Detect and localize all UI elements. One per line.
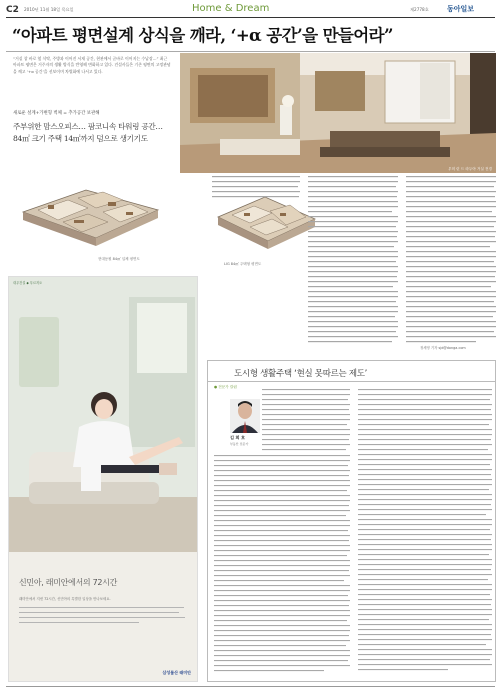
floor-plan-illustration [8,160,208,272]
section-title [192,3,269,14]
feature-title-2: 84㎡ 크기 주택 14㎡까지 덤으로 생기기도 [13,134,148,143]
column-rule [208,381,495,382]
byline: 정세영 기자 sjd@donga.com [420,346,466,350]
page-number: C2 [6,5,19,15]
ad-slogan: 신민아, 래미안에서의 72시간 [19,578,118,587]
column-text-lines [214,387,494,677]
issue-number: 제2778호 [410,7,429,12]
interior-photo [180,53,496,173]
headline-rule [6,51,495,52]
upper-text-lines [212,176,496,356]
plan-label-1: 현대동원 84㎡ 입체 평면도 [98,257,140,261]
advertisement [8,276,198,682]
ad-brand-corner: 대우건설 ◆ 푸르지오 [13,281,43,285]
subhead: 새로운 설계+가변형 벽체 = 추가공간 보관해 [13,111,100,116]
issue-date: 2010년 11월 18일 목요일 [24,7,74,12]
header-rule [6,17,495,18]
headline: “아파트 평면설계 상식을 깨라, ‘+α 공간’을 만들어라” [12,26,393,45]
ad-brand-logo: 삼성물산 래미안 [162,670,191,675]
column-badge-label: 전문가 칼럼 [218,385,237,389]
ad-description: 래미안에서 지낸 72시간, 신민아의 특별한 일상을 만나보세요. [19,597,111,601]
writer-name: 김 희 호 [230,435,246,440]
lead-text-lines [13,143,173,155]
lead-paragraph: “거실 창 바로 옆 식탁, 주방과 이어진 서재 공간, 현관에서 곧바로 이어지는 수납장…” 최근 아파트 평면은 거주자의 생활 방식을 반영해 변화하고 있다. 건설사들은 기존 평면의 고정관념을 깨고 ‘+α 공간’을 선보이며 차별화에 나서고 있다. [13,56,171,74]
photo-caption: 우미 린 드 라두아 거실 전경 [448,167,492,171]
ad-lines [19,607,189,631]
section-word-2: Dream [235,3,270,14]
section-amp: & [224,3,233,14]
column-box [207,360,496,682]
column-title: 도시형 생활주택 ‘현실 못따르는 제도’ [234,369,368,379]
section-word: Home [192,3,222,14]
badge-dot-icon: ● [214,385,218,389]
writer-title: 부동산 전문가 [230,442,249,446]
feature-title-1: 주부위한 맘스오피스… 팜코니속 타워링 공간… [13,122,163,131]
footer-rule [6,686,495,687]
plan-label-2: LIG 84㎡ 주택형 평면도 [224,262,262,266]
newspaper-name: 동아일보 [447,5,475,13]
